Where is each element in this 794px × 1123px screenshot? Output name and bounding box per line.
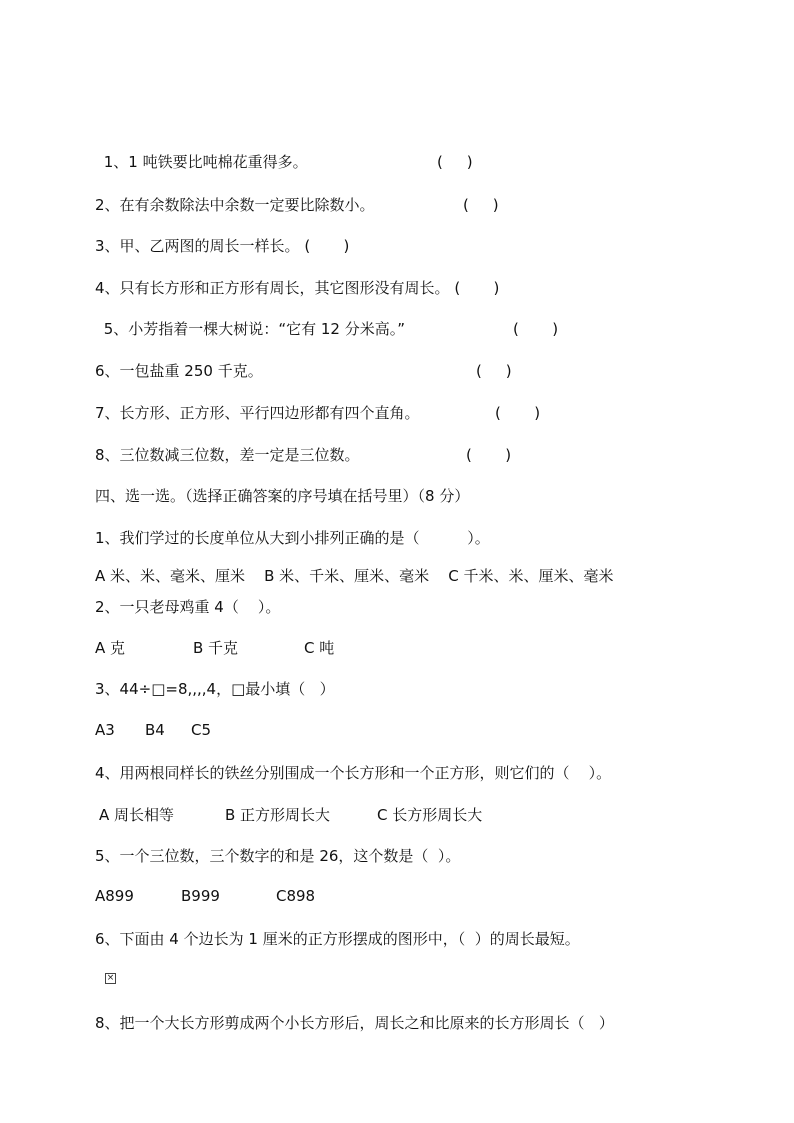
judge-item-3: 3、甲、乙两图的周长一样长。 ( ) bbox=[95, 237, 350, 255]
judge-item-8: 8、三位数减三位数，差一定是三位数。 bbox=[95, 446, 360, 464]
choice-q2-option-a: A 克 bbox=[95, 639, 126, 657]
choice-q4-option-b: B 正方形周长大 bbox=[225, 806, 331, 824]
judge-item-2: 2、在有余数除法中余数一定要比除数小。 bbox=[95, 196, 375, 214]
choice-q5-option-c: C898 bbox=[276, 887, 316, 905]
judge-item-5: 5、小芳指着一棵大树说：“它有 12 分米高。” bbox=[99, 320, 405, 338]
judge-item-1: 1、1 吨铁要比吨棉花重得多。 bbox=[99, 153, 308, 171]
section-four-title: 四、选一选。（选择正确答案的序号填在括号里）（8 分） bbox=[95, 487, 470, 505]
choice-q1-options: A 米、米、毫米、厘米 B 米、千米、厘米、毫米 C 千米、米、厘米、毫米 bbox=[95, 567, 614, 585]
choice-q4-option-c: C 长方形周长大 bbox=[377, 806, 483, 824]
judge-item-7: 7、长方形、正方形、平行四边形都有四个直角。 bbox=[95, 404, 420, 422]
choice-q5-option-b: B999 bbox=[181, 887, 220, 905]
judge-item-6-paren: ( ) bbox=[476, 362, 512, 380]
judge-item-5-paren: ( ) bbox=[513, 320, 559, 338]
choice-q2-option-b: B 千克 bbox=[193, 639, 239, 657]
choice-q6: 6、下面由 4 个边长为 1 厘米的正方形摆成的图形中，（ ）的周长最短。 bbox=[95, 930, 580, 948]
broken-image-icon: × bbox=[106, 973, 115, 983]
choice-q5: 5、一个三位数，三个数字的和是 26，这个数是（ ）。 bbox=[95, 847, 461, 865]
judge-item-6: 6、一包盐重 250 千克。 bbox=[95, 362, 263, 380]
choice-q3-option-b: B4 bbox=[145, 721, 165, 739]
judge-item-7-paren: ( ) bbox=[495, 404, 541, 422]
choice-q2-option-c: C 吨 bbox=[304, 639, 335, 657]
choice-q3-option-c: C5 bbox=[191, 721, 212, 739]
choice-q2: 2、一只老母鸡重 4（ ）。 bbox=[95, 598, 281, 616]
choice-q4: 4、用两根同样长的铁丝分别围成一个长方形和一个正方形，则它们的（ ）。 bbox=[95, 764, 612, 782]
judge-item-1-paren: ( ) bbox=[437, 153, 473, 171]
choice-q4-option-a: A 周长相等 bbox=[99, 806, 175, 824]
choice-q3: 3、44÷□=8,,,,4，□最小填（ ） bbox=[95, 680, 335, 698]
judge-item-4: 4、只有长方形和正方形有周长，其它图形没有周长。 ( ) bbox=[95, 279, 500, 297]
choice-q1: 1、我们学过的长度单位从大到小排列正确的是（ ）。 bbox=[95, 529, 490, 547]
choice-q8: 8、把一个大长方形剪成两个小长方形后，周长之和比原来的长方形周长（ ） bbox=[95, 1014, 614, 1032]
judge-item-8-paren: ( ) bbox=[466, 446, 512, 464]
choice-q3-option-a: A3 bbox=[95, 721, 115, 739]
judge-item-2-paren: ( ) bbox=[463, 196, 499, 214]
choice-q5-option-a: A899 bbox=[95, 887, 134, 905]
